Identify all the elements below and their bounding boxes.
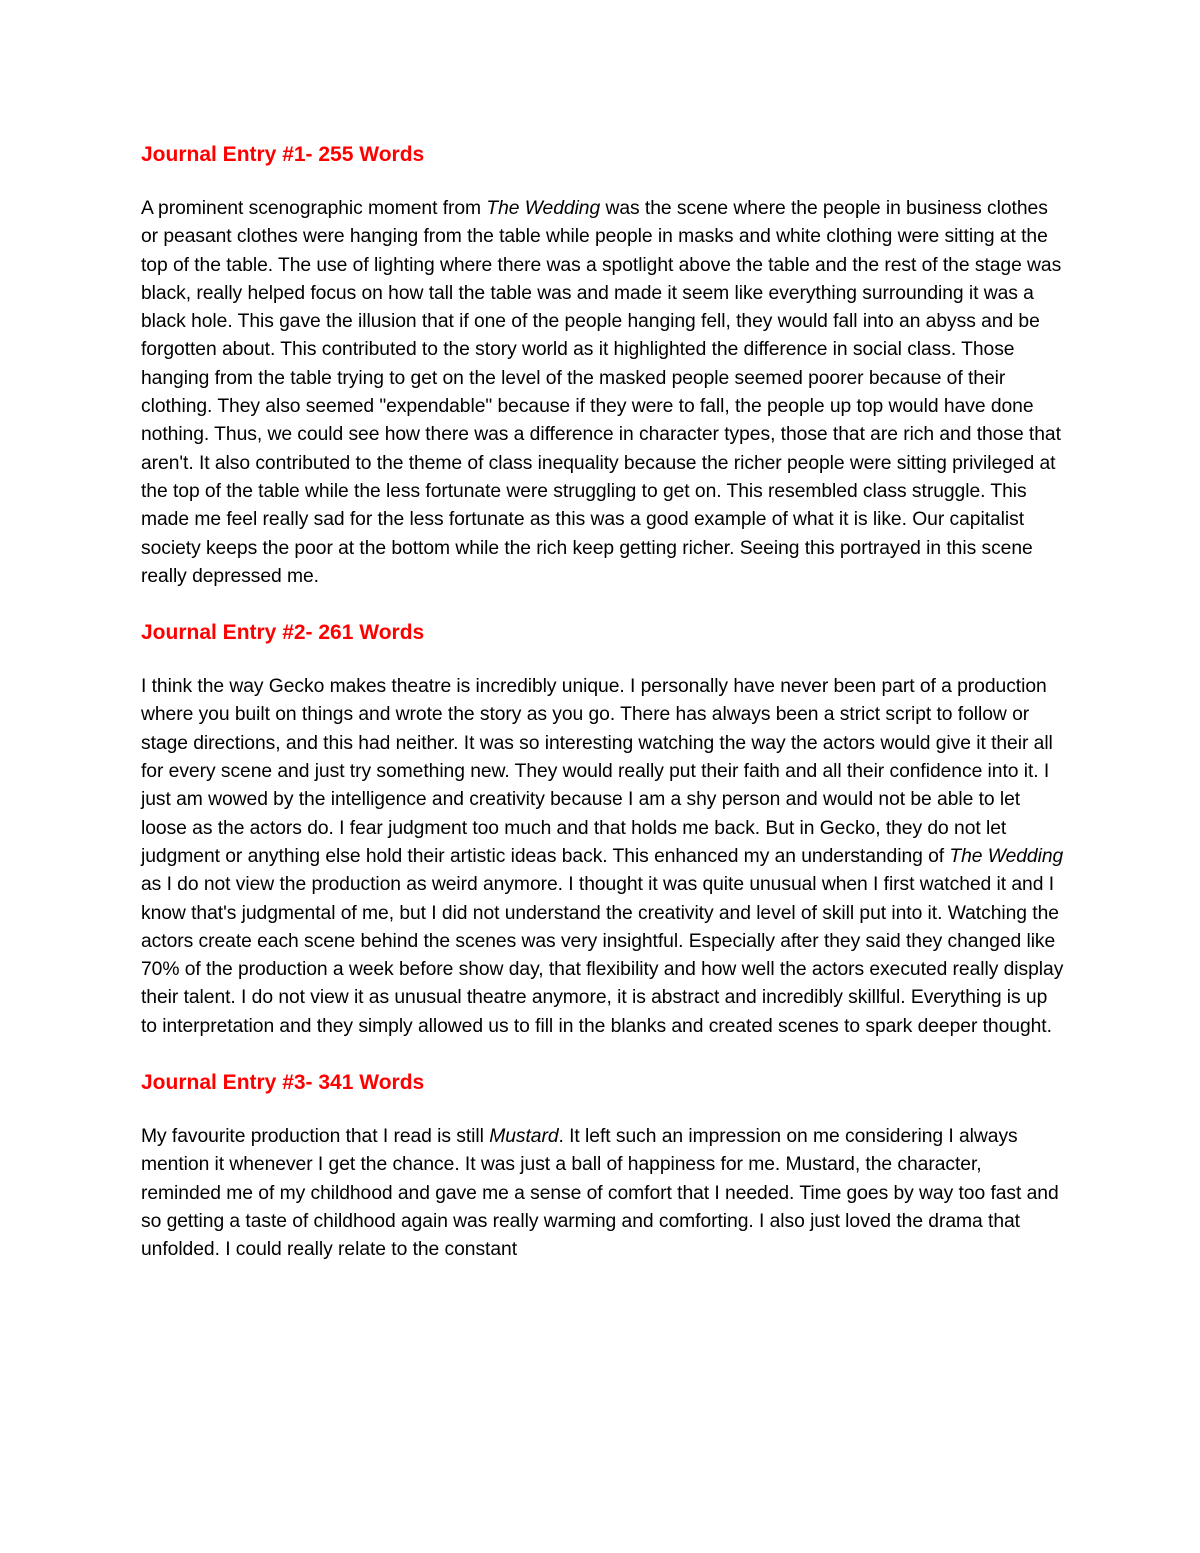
body-text-run: . It left such an impression on me considering I always mention it whenever I get the chance. It was just a ball of happiness for me. Mustard, the character, reminded me of my childhood and gave me a sense of comfort that I needed. Time goes by way too fast and so getting a taste of childhood again was really warming and comforting. I also just loved the drama that unfolded. I could really relate to the constant [141,1126,1059,1261]
body-text-run: as I do not view the production as weird anymore. I thought it was quite unusual when I first watched it and I know that's judgmental of me, but I did not understand the creativity and level of skill put into it. Watching the actors create each scene behind the scenes was very insightful. Especially after they said they changed like 70% of the production a week before show day, that flexibility and how well the actors executed really display their talent. I do not view it as unusual theatre anymore, it is abstract and incredibly skillful. Everything is up to interpretation and they simply allowed us to fill in the blanks and created scenes to spark deeper thought. [141,874,1064,1037]
production-title-italic: The Wedding [486,198,601,219]
body-text-run: My favourite production that I read is still [141,1126,490,1148]
production-title-italic: The Wedding [949,845,1064,867]
document-content [141,140,1066,1292]
body-text-run: A prominent scenographic moment from [141,198,487,219]
production-title-italic: Mustard [489,1126,559,1148]
journal-entry-1 [141,140,1066,591]
body-text-run: I think the way Gecko makes theatre is incredibly unique. I personally have never been part of a production where you built on things and wrote the story as you go. There has always been a strict script to follow or stage directions, and this had neither. It was so interesting watching the way the actors would give it their all for every scene and just try something new. They would really put their faith and all their confidence into it. I just am wowed by the intelligence and creativity because I am a shy person and would not be able to let loose as the actors do. I fear judgment too much and that holds me back. But in Gecko, they do not let judgment or anything else hold their artistic ideas back. This enhanced my an understanding of [141,676,1053,867]
journal-entry-body [141,673,1066,1041]
journal-entry-2 [141,618,1066,1041]
journal-entry-3 [141,1068,1066,1264]
journal-entry-heading: Journal Entry #1- 255 Words [141,143,425,166]
journal-entry-heading: Journal Entry #3- 341 Words [141,1071,425,1095]
journal-entry-body [141,195,1066,591]
body-text-run: was the scene where the people in business clothes or peasant clothes were hanging from the table while people in masks and white clothing were sitting at the top of the table. The use of lighting where there was a spotlight above the table and the rest of the stage was black, really helped focus on how tall the table was and made it seem like everything surrounding it was a black hole. This gave the illusion that if one of the people hanging fell, they would fall into an abyss and be forgotten about. This contributed to the story world as it highlighted the difference in social class. Those hanging from the table trying to get on the level of the masked people seemed poorer because of their clothing. They also seemed "expendable" because if they were to fall, the people up top would have done nothing. Thus, we could see how there was a difference in character types, those that are rich and those that aren't. It also contributed to the theme of class inequality because the richer people were sitting privileged at the top of the table while the less fortunate were struggling to get on. This resembled class struggle. This made me feel really sad for the less fortunate as this was a good example of what it is like. Our capitalist society keeps the poor at the bottom while the rich keep getting richer. Seeing this portrayed in this scene really depressed me. [141,198,1062,587]
journal-entry-heading: Journal Entry #2- 261 Words [141,621,425,645]
journal-entry-body [141,1123,1066,1264]
